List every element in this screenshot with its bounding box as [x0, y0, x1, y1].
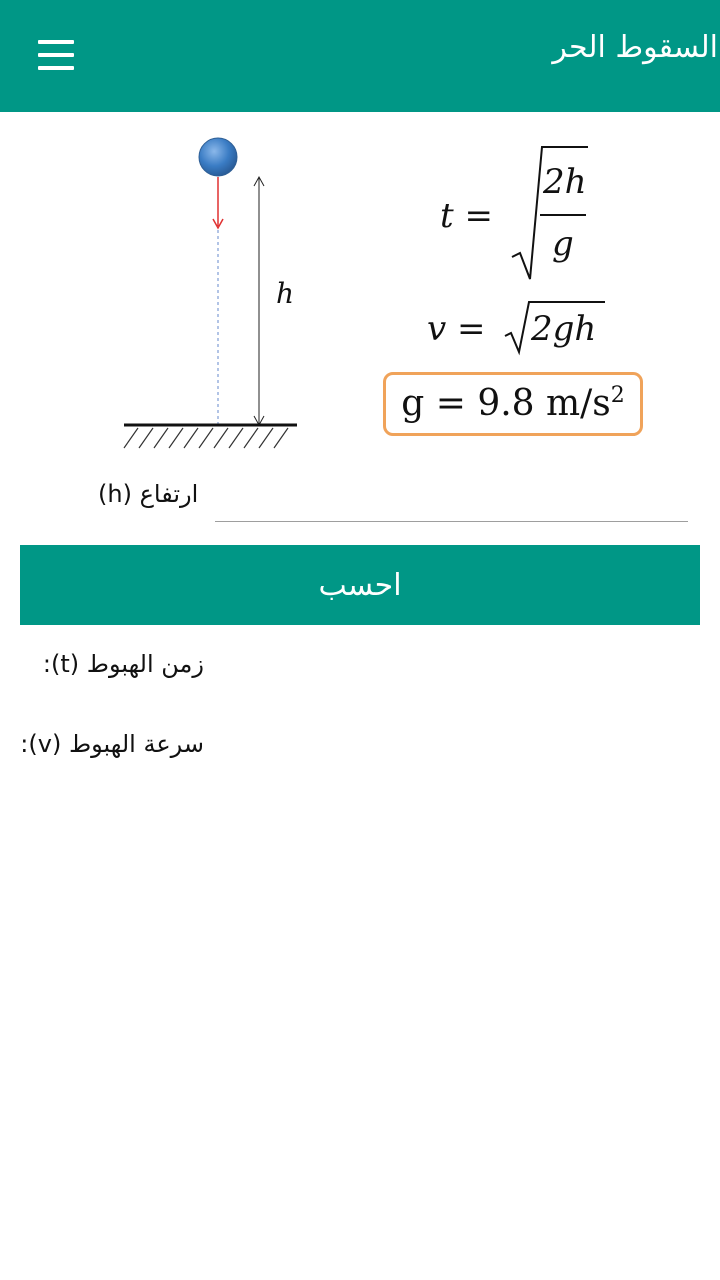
gravity-constant [386, 383, 640, 424]
gravity-exponent: 2 [610, 383, 625, 408]
gravity-constant-box [383, 372, 643, 436]
time-formula-numerator: 2h [543, 162, 587, 202]
app-title: السقوط الحر [552, 30, 718, 65]
height-label: h [276, 277, 295, 310]
hamburger-menu-icon[interactable] [38, 40, 74, 70]
ball [199, 138, 237, 176]
gravity-constant-text: g = 9.8 m/s [401, 383, 611, 424]
fall-speed-label: سرعة الهبوط (v): [20, 730, 204, 758]
time-formula [440, 145, 600, 285]
time-formula-denominator: g [552, 224, 574, 264]
app-bar [0, 0, 720, 112]
velocity-formula-lhs: v = [427, 309, 486, 349]
velocity-formula-radicand: 2gh [531, 309, 597, 349]
calculate-button[interactable]: احسب [20, 545, 700, 625]
time-formula-lhs: t = [440, 196, 493, 236]
velocity-formula [425, 298, 615, 356]
height-input[interactable] [215, 474, 688, 522]
fall-time-label: زمن الهبوط (t): [42, 650, 204, 678]
height-input-label: ارتفاع (h) [98, 480, 199, 508]
